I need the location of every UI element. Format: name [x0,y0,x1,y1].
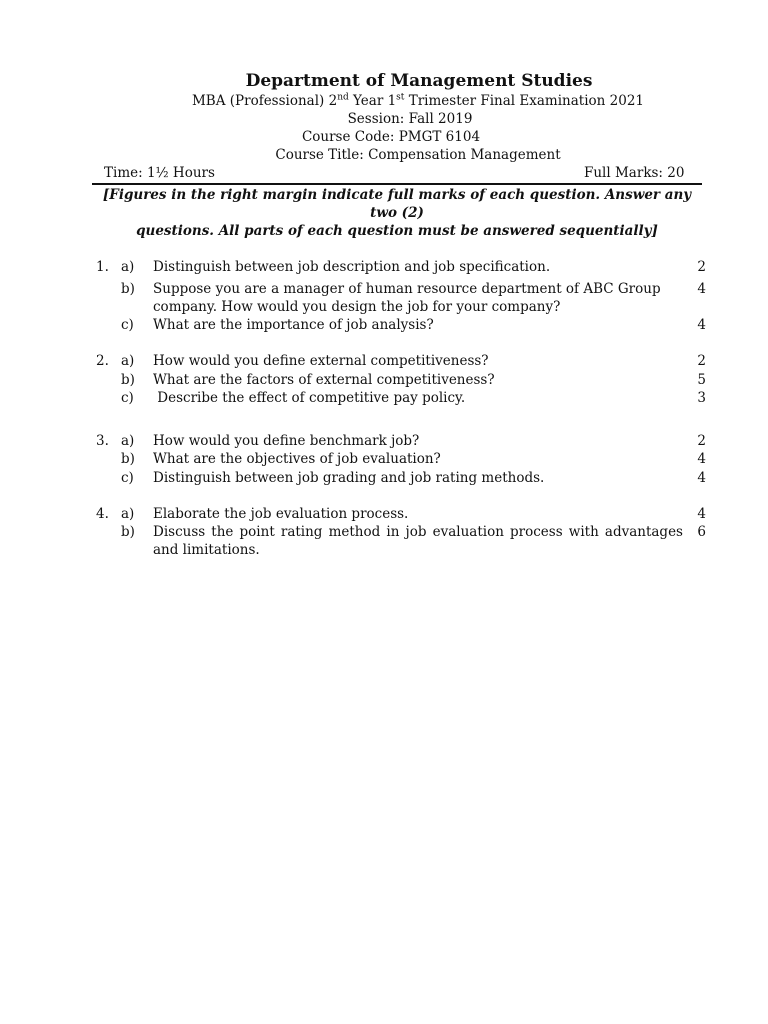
question-1-part-a-letter: a) [121,259,135,275]
question-2-part-c-letter: c) [121,390,134,406]
question-3-part-c-marks: 4 [697,470,706,486]
course-code: Course Code: PMGT 6104 [301,129,481,145]
question-2-part-a-marks: 2 [697,353,706,369]
question-4-part-a-marks: 4 [697,506,706,522]
department-title: Department of Management Studies [245,71,593,91]
program-line [0,92,768,110]
question-2-part-b-letter: b) [121,372,135,388]
question-4-part-b-letter: b) [121,524,135,540]
question-3-part-a-text: How would you define benchmark job? [153,433,420,449]
program-sup-st: st [396,92,405,103]
program-mid: Year 1 [348,93,397,109]
question-3-part-a-letter: a) [121,433,135,449]
question-2-part-a-letter: a) [121,353,135,369]
session-line: Session: Fall 2019 [347,111,473,127]
question-2-part-b-marks: 5 [697,372,706,388]
question-4-part-b-marks: 6 [697,524,706,540]
question-1-part-b-text: Suppose you are a manager of human resource department of ABC Group company. How would you design the job for your company? [153,281,661,315]
question-3-part-a-marks: 2 [697,433,706,449]
question-1-part-c-marks: 4 [697,317,706,333]
question-2-part-a-text: How would you define external competitiveness? [153,353,489,369]
question-1-part-b-letter: b) [121,281,135,297]
instructions [92,186,702,240]
question-3-part-c-text: Distinguish between job grading and job rating methods. [153,470,545,486]
question-4-part-a-text: Elaborate the job evaluation process. [153,506,409,522]
full-marks: Full Marks: 20 [584,165,685,181]
question-1-part-a-text: Distinguish between job description and job specification. [153,259,551,275]
question-1-part-a-marks: 2 [697,259,706,275]
question-1-part-c-letter: c) [121,317,134,333]
question-2-part-b-text: What are the factors of external competitiveness? [153,372,495,388]
instructions-line-2: questions. All parts of each question must be answered sequentially] [136,223,658,239]
question-2-part-c-marks: 3 [697,390,706,406]
program-prefix: MBA (Professional) 2 [191,93,338,109]
question-number-4: 4. [96,506,109,522]
program-suffix: Trimester Final Examination 2021 [404,93,644,109]
program-sup-nd: nd [337,92,349,103]
question-1-part-c-text: What are the importance of job analysis? [153,317,434,333]
question-2-part-c-text: Describe the effect of competitive pay policy. [153,390,466,406]
instructions-line-1: [Figures in the right margin indicate full marks of each question. Answer any two (2) [102,187,692,221]
question-number-2: 2. [96,353,109,369]
question-number-3: 3. [96,433,109,449]
course-title: Course Title: Compensation Management [275,147,561,163]
question-3-part-c-letter: c) [121,470,134,486]
header-divider [92,183,702,185]
question-4-part-a-letter: a) [121,506,135,522]
question-3-part-b-letter: b) [121,451,135,467]
question-1-part-b-marks: 4 [697,281,706,297]
question-number-1: 1. [96,259,109,275]
question-4-part-b-text: Discuss the point rating method in job evaluation process with advantages and limitations. [153,524,683,558]
exam-time: Time: 1½ Hours [104,165,215,181]
question-3-part-b-marks: 4 [697,451,706,467]
question-3-part-b-text: What are the objectives of job evaluation? [153,451,441,467]
